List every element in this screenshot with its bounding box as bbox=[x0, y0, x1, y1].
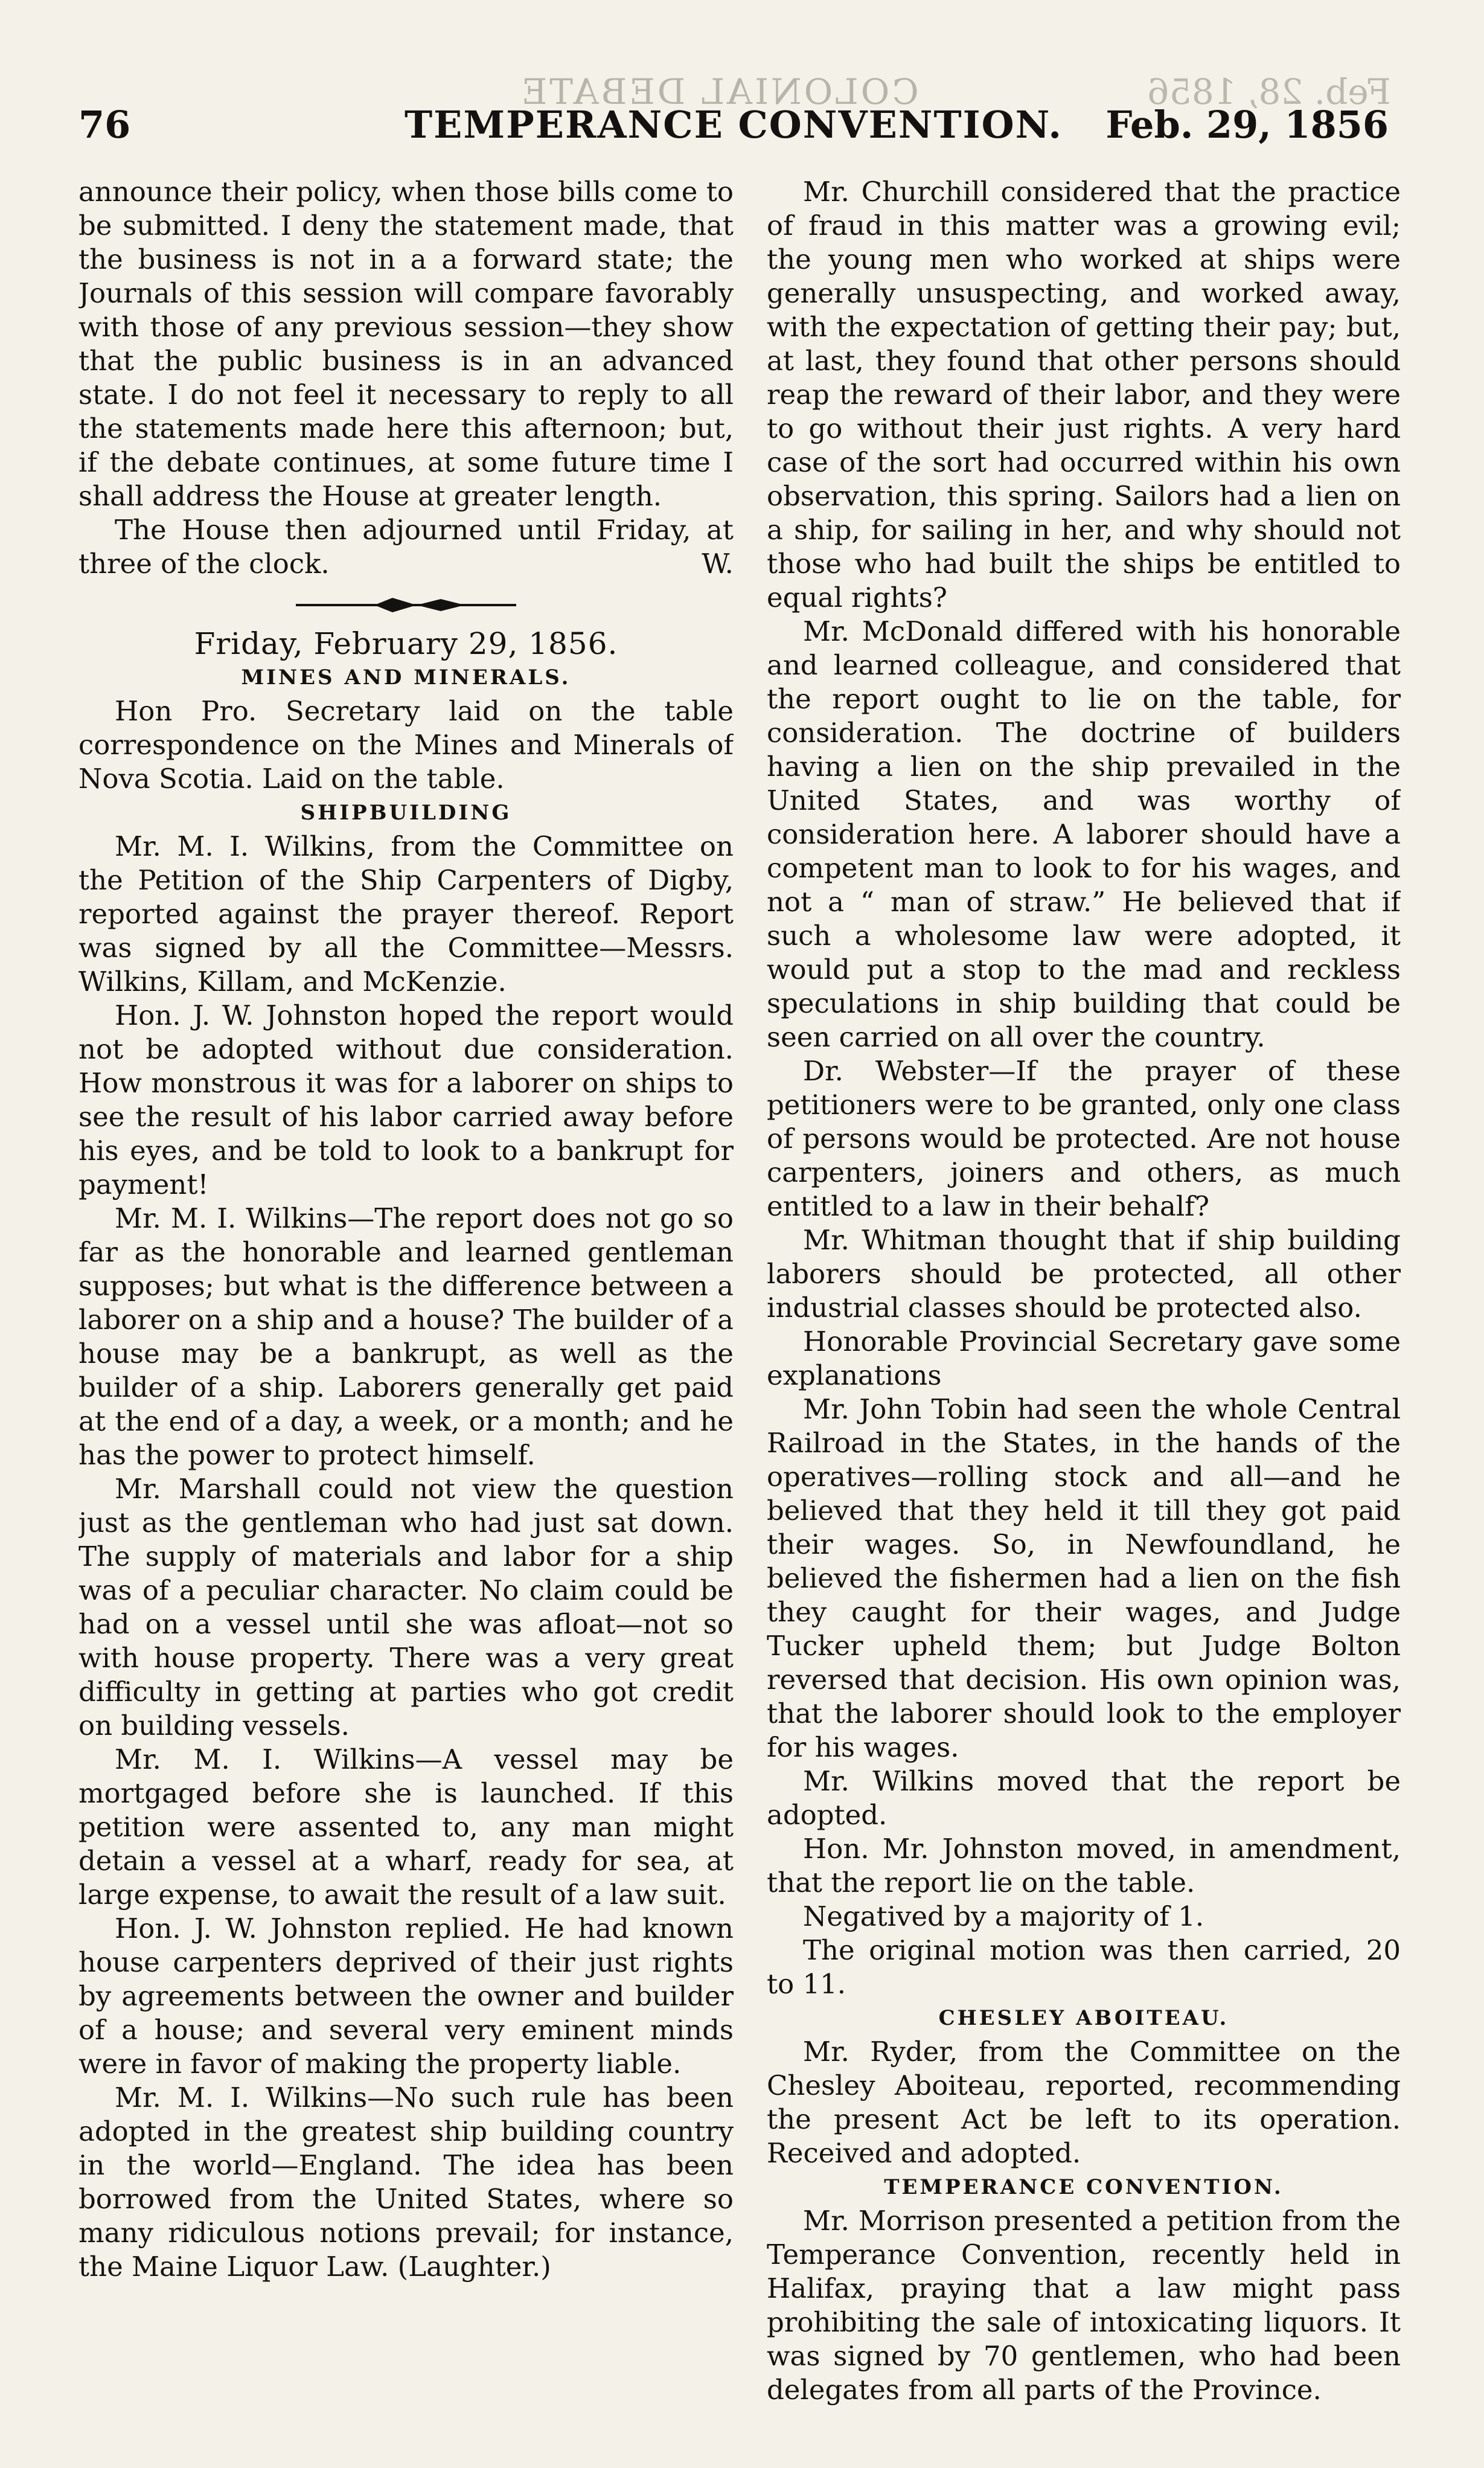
page-date: Feb. 29, 1856 bbox=[1105, 103, 1389, 147]
dateline: Friday, February 29, 1856. bbox=[194, 626, 618, 661]
paragraph: Mr. M. I. Wilkins—The report does not go so far as the honorable and learned gentleman supposes; but what is the difference between a laborer on a ship and a house? The builder of a house may be a bankrupt, as well as the builder of a ship. Laborers generally get paid at the end of a day, a week, or a month; and he has the power to protect himself. bbox=[78, 1202, 734, 1471]
paragraph: Negatived by a majority of 1. bbox=[803, 1900, 1204, 1932]
paragraph: Mr. Churchill considered that the practice of fraud in this matter was a growing evil; the young men who worked at ships were generally unsuspecting, and worked away, with the expectation of getting their pay; but, at last, they found that other persons should reap the reward of their labor, and they were to go without their just rights. A very hard case of the sort had occurred within his own observation, this spring. Sailors had a lien on a ship, for sailing in her, and why should not those who had built the ships be entitled to equal rights? bbox=[767, 176, 1401, 614]
paragraph: Honorable Provincial Secretary gave some explanations bbox=[767, 1325, 1401, 1391]
page-header bbox=[78, 103, 1389, 157]
paragraph: Mr. Marshall could not view the question just as the gentleman who had just sat down. The supply of materials and labor for a ship was of a peculiar character. No claim could be had on a vessel until she was afloat—not so with house property. There was a very great difficulty in getting at parties who got credit on building vessels. bbox=[78, 1473, 734, 1742]
section-heading: TEMPERANCE CONVENTION. bbox=[884, 2175, 1284, 2199]
paragraph: Hon. Mr. Johnston moved, in amendment, that the report lie on the table. bbox=[767, 1833, 1401, 1899]
paragraph: Mr. Morrison presented a petition from the Temperance Convention, recently held in Halifax, praying that a law might pass prohibiting the sale of intoxicating liquors. It was signed by 70 gentlemen, who had been delegates from all parts of the Province. bbox=[767, 2205, 1401, 2406]
section-rule bbox=[78, 592, 734, 618]
paragraph: Mr. M. I. Wilkins—No such rule has been adopted in the greatest ship building country in the world—England. The idea has been borrowed from the United States, where so many ridiculous notions prevail; for instance, the Maine Liquor Law. (Laughter.) bbox=[78, 2082, 734, 2283]
page-number: 76 bbox=[78, 103, 131, 147]
paragraph: Hon. J. W. Johnston replied. He had known house carpenters deprived of their just rights by agreements between the owner and builder of a house; and several very eminent minds were in favor of making the property liable. bbox=[78, 1912, 734, 2080]
paragraph: Mr. McDonald differed with his honorable and learned colleague, and considered that the report ought to lie on the table, for consideration. The doctrine of builders having a lien on the ship prevailed in the United States, and was worthy of consideration here. A laborer should have a competent man to look to for his wages, and not a “ man of straw.” He believed that if such a wholesome law were adopted, it would put a stop to the mad and reckless speculations in ship building that could be seen carried on all over the country. bbox=[767, 615, 1401, 1053]
paragraph: Dr. Webster—If the prayer of these petitioners were to be granted, only one class of persons would be protected. Are not house carpenters, joiners and others, as much entitled to a law in their behalf? bbox=[767, 1055, 1401, 1222]
show-through-text: COLONIAL DEBATE bbox=[519, 71, 919, 112]
paragraph: Mr. M. I. Wilkins—A vessel may be mortgaged before she is launched. If this petition were assented to, any man might detain a vessel at a wharf, ready for sea, at large expense, to await the result of a law suit. bbox=[78, 1743, 734, 1911]
paragraph: announce their policy, when those bills come to be submitted. I deny the statement made, that the business is not in a a forward state; the Journals of this session will compare favorably with those of any previous session—they show that the public business is in an advanced state. I do not feel it necessary to reply to all the statements made here this afternoon; but, if the debate continues, at some future time I shall address the House at greater length. bbox=[78, 176, 734, 512]
paragraph: Mr. Whitman thought that if ship building laborers should be protected, all other industrial classes should be protected also. bbox=[767, 1224, 1401, 1324]
paragraph: Mr. Wilkins moved that the report be adopted. bbox=[767, 1765, 1401, 1831]
paragraph: Hon Pro. Secretary laid on the table correspondence on the Mines and Minerals of Nova Scotia. Laid on the table. bbox=[78, 695, 734, 795]
paragraph: Mr. M. I. Wilkins, from the Committee on the Petition of the Ship Carpenters of Digby, reported against the prayer thereof. Report was signed by all the Committee—Messrs. Wilkins, Killam, and McKenzie. bbox=[78, 830, 734, 998]
show-through-date: Feb. 28, 1856 bbox=[1147, 71, 1391, 112]
section-heading: CHESLEY ABOITEAU. bbox=[938, 2006, 1229, 2030]
paragraph: Mr. John Tobin had seen the whole Central Railroad in the States, in the hands of the operatives—rolling stock and all—and he believed that they held it till they got paid their wages. So, in Newfoundland, he believed the fishermen had a lien on the fish they caught for their wages, and Judge Tucker upheld them; but Judge Bolton reversed that decision. His own opinion was, that the laborer should look to the employer for his wages. bbox=[767, 1393, 1401, 1763]
paragraph bbox=[78, 513, 734, 581]
adjourn-text: The House then adjourned until Friday, at three of the clock. bbox=[78, 514, 734, 580]
section-heading: SHIPBUILDING bbox=[300, 801, 512, 825]
left-column bbox=[78, 175, 734, 2464]
right-column bbox=[767, 175, 1401, 2464]
paragraph: The original motion was then carried, 20 to 11. bbox=[767, 1934, 1401, 2000]
page-title: TEMPERANCE CONVENTION. bbox=[405, 103, 1063, 147]
section-heading: MINES AND MINERALS. bbox=[241, 665, 571, 690]
paragraph: Hon. J. W. Johnston hoped the report would not be adopted without due consideration. How monstrous it was for a laborer on ships to see the result of his labor carried away before his eyes, and be told to look to a bankrupt for payment! bbox=[78, 999, 734, 1200]
paragraph: Mr. Ryder, from the Committee on the Chesley Aboiteau, reported, recommending the present Act be left to its operation. Received and adopted. bbox=[767, 2036, 1401, 2169]
signature: W. bbox=[702, 548, 734, 580]
